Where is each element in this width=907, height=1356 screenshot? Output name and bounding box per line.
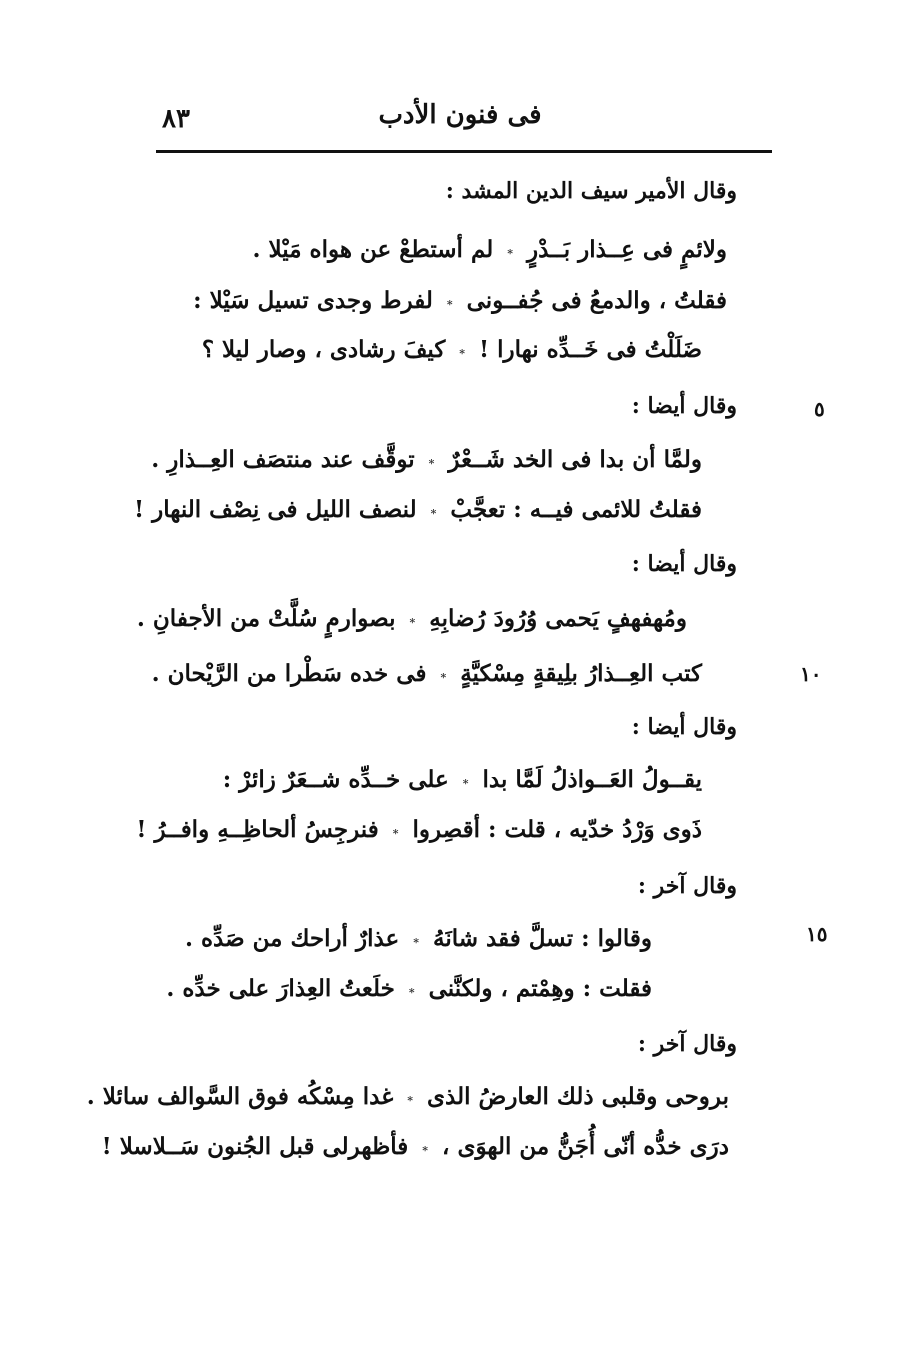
verse-separator: * bbox=[413, 936, 420, 949]
verse-line bbox=[193, 287, 727, 314]
hemistich-first: ولمَّا أن بدا فى الخد شَــعْرٌ bbox=[448, 446, 702, 473]
poem-intro: وقال آخر : bbox=[637, 873, 737, 899]
verse-separator: * bbox=[440, 671, 447, 684]
margin-line-number: ٥ bbox=[814, 397, 825, 421]
hemistich-second: لنصف الليل فى نِصْف النهار ! bbox=[134, 496, 417, 523]
hemistich-second: كيفَ رشادى ، وصار ليلا ؟ bbox=[201, 336, 446, 363]
hemistich-first: فقلتُ ، والدمعُ فى جُفــونى bbox=[466, 287, 727, 314]
verse-line bbox=[223, 766, 702, 793]
verse-line bbox=[253, 236, 727, 263]
verse-separator: * bbox=[459, 347, 466, 360]
verse-separator: * bbox=[422, 1144, 429, 1157]
page-number: ٨٣ bbox=[162, 104, 190, 134]
verse-separator: * bbox=[446, 298, 453, 311]
verse-separator: * bbox=[408, 986, 415, 999]
hemistich-second: غدا مِسْكُه فوق السَّوالف سائلا . bbox=[86, 1083, 394, 1110]
verse-separator: * bbox=[430, 507, 437, 520]
verse-separator: * bbox=[428, 457, 435, 470]
hemistich-first: ضَلَلْتُ فى خَــدِّه نهارا ! bbox=[479, 336, 702, 363]
hemistich-first: يقــولُ العَــواذلُ لَمَّا بدا bbox=[482, 766, 702, 793]
hemistich-first: ذَوى وَرْدُ خدّيه ، قلت : أقصِروا bbox=[412, 816, 702, 843]
running-title: فى فنون الأدب bbox=[378, 100, 542, 130]
margin-line-number: ١٥ bbox=[806, 922, 828, 946]
hemistich-first: ولائمٍ فى عِــذار بَــدْرٍ bbox=[527, 236, 727, 263]
hemistich-second: على خــدِّه شــعَرٌ زائرْ : bbox=[222, 766, 449, 793]
hemistich-first: ومُهفهفٍ يَحمى وُرُودَ رُضابِهِ bbox=[429, 605, 687, 632]
verse-line bbox=[136, 816, 702, 843]
poem-intro: وقال أيضا : bbox=[631, 393, 737, 419]
verse-line bbox=[152, 660, 702, 687]
hemistich-second: فنرجِسُ ألحاظِــهِ وافــرُ ! bbox=[136, 816, 379, 843]
verse-line bbox=[185, 925, 652, 952]
hemistich-first: وقالوا : تسلَّ فقد شانَهُ bbox=[433, 925, 652, 952]
poem-intro: وقال أيضا : bbox=[631, 714, 737, 740]
poem-intro: وقال الأمير سيف الدين المشد : bbox=[445, 178, 737, 204]
verse-separator: * bbox=[409, 616, 416, 629]
hemistich-second: خلَعتُ العِذارَ على خدِّه . bbox=[166, 975, 395, 1002]
hemistich-second: عذارٌ أراحك من صَدِّه . bbox=[184, 925, 400, 952]
hemistich-first: فقلتُ للائمى فيــه : تعجَّبْ bbox=[450, 496, 702, 523]
hemistich-second: لفرط وجدى تسيل سَيْلا : bbox=[193, 287, 433, 314]
hemistich-second: بصوارمٍ سُلَّتْ من الأجفانِ . bbox=[136, 605, 396, 632]
verse-separator: * bbox=[407, 1094, 414, 1107]
verse-line bbox=[134, 496, 702, 523]
verse-separator: * bbox=[392, 827, 399, 840]
hemistich-second: فأظهرلى قبل الجُنون سَــلاسلا ! bbox=[101, 1133, 409, 1160]
hemistich-first: بروحى وقلبى ذلك العارضُ الذى bbox=[427, 1083, 729, 1110]
poem-intro: وقال آخر : bbox=[637, 1031, 737, 1057]
verse-line bbox=[137, 605, 687, 632]
margin-line-number: ١٠ bbox=[800, 662, 822, 686]
verse-line bbox=[151, 446, 702, 473]
verse-line bbox=[166, 975, 652, 1002]
poem-intro: وقال أيضا : bbox=[631, 551, 737, 577]
header-rule bbox=[156, 150, 772, 153]
hemistich-second: لم أستطعْ عن هواه مَيْلا . bbox=[252, 236, 494, 263]
verse-separator: * bbox=[507, 247, 514, 260]
hemistich-second: توقَّف عند منتصَف العِــذارِ . bbox=[151, 446, 415, 473]
hemistich-first: كتب العِــذارُ بلِيقةٍ مِسْكيَّةٍ bbox=[460, 660, 702, 687]
verse-line bbox=[202, 336, 702, 363]
hemistich-first: درَى خدُّه أنّى أُجَنُّ من الهوَى ، bbox=[442, 1133, 729, 1160]
hemistich-first: فقلت : وهِمْتم ، ولكنَّنى bbox=[428, 975, 652, 1002]
hemistich-second: فى خده سَطْرا من الرَّيْحان . bbox=[151, 660, 427, 687]
verse-line bbox=[87, 1083, 729, 1110]
verse-line bbox=[102, 1133, 729, 1160]
verse-separator: * bbox=[462, 777, 469, 790]
